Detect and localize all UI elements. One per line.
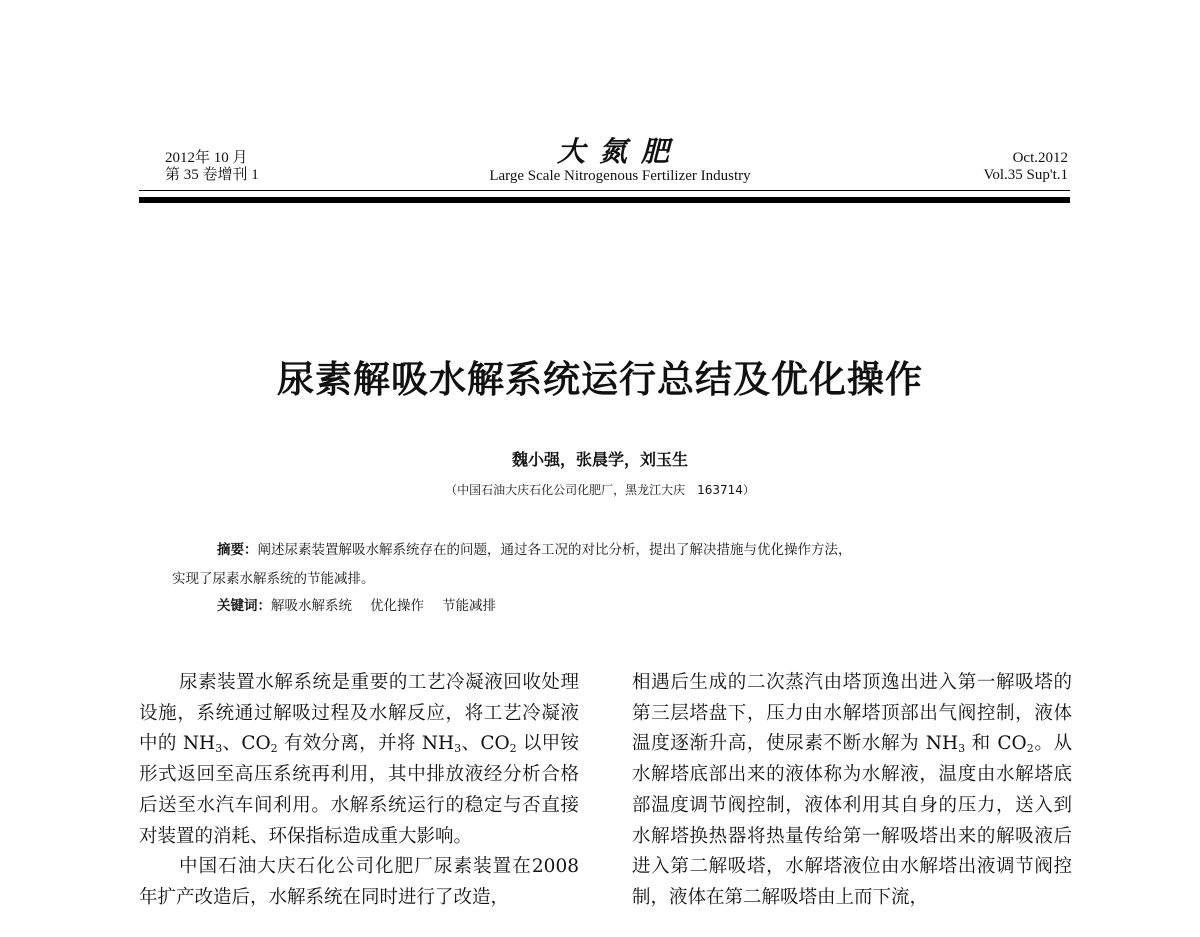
- article-affiliation: （中国石油大庆石化公司化肥厂，黑龙江大庆 163714）: [445, 483, 755, 497]
- body-column-left: [139, 668, 579, 914]
- header-date-cn: 2012年 10 月: [165, 150, 248, 166]
- header-volume-en: Vol.35 Sup't.1: [983, 167, 1068, 183]
- header-issue-date-cn: [165, 150, 259, 184]
- body-column-right: [632, 668, 1072, 914]
- abstract-block: [172, 536, 1060, 594]
- journal-name-en: Large Scale Nitrogenous Fertilizer Industry: [489, 168, 751, 184]
- text: 。从水解塔底部出来的液体称为水解液，温度由水解塔底部温度调节阀控制，液体利用其自身的压力，送入到水解塔换热器将热量传给第一解吸塔出来的解吸液后进入第二解吸塔，水解塔液位由水解塔出液调节阀控制，液体在第二解吸塔: [632, 733, 1072, 908]
- body-paragraph: [139, 852, 579, 913]
- header-rule-thick: [139, 197, 1070, 203]
- subscript: 2: [270, 742, 278, 756]
- text: 尿素装置水解系统是重要的工艺冷凝液回收处理设施，系统通过解吸过程及水解反应，将工艺冷凝液中的 NH: [139, 672, 579, 755]
- abstract-label: 摘要：: [217, 542, 258, 558]
- abstract-text2: 实现了尿素水解系统的节能减排。: [172, 571, 375, 587]
- text: 有效分离，并将 NH: [277, 733, 455, 755]
- text: 和 CO: [965, 733, 1027, 755]
- header-date-en: Oct.2012: [1012, 150, 1068, 166]
- text-cut: 2008 年扩产改造后，水解系统在同时进行了改造，: [139, 856, 579, 908]
- subscript: 2: [509, 742, 517, 756]
- body-paragraph: [632, 668, 1072, 914]
- keywords-block: [217, 594, 496, 614]
- header-journal-name: [440, 136, 800, 185]
- subscript: 3: [958, 742, 966, 756]
- subscript: 3: [454, 742, 462, 756]
- text: 相遇后生成的二次蒸汽由塔顶逸出进入第一解吸塔的第三层塔盘下，压力由水解塔顶部出气阀控制，液体温度逐渐升高，使尿素不断水解为 NH: [632, 672, 1072, 755]
- keyword: 优化操作: [370, 598, 424, 614]
- text-cut: 由上而下流，: [817, 886, 929, 908]
- journal-logo-cn: 大氮肥: [556, 135, 683, 168]
- text: 、CO: [461, 733, 510, 755]
- abstract-line2: [172, 565, 1060, 594]
- keywords-label: 关键词：: [217, 598, 271, 614]
- article-title: 尿素解吸水解系统运行总结及优化操作: [277, 358, 923, 401]
- keyword: 节能减排: [442, 598, 496, 614]
- text: 以甲铵形式返回至高压系统再利用，其中排放液经分析合格后送至水汽车间利用。水解系统运行的稳定与否直接对装置的消耗、环保指标造成重大影响。: [139, 733, 580, 847]
- keyword: 解吸水解系统: [271, 598, 352, 614]
- article-authors: 魏小强，张晨学，刘玉生: [511, 450, 688, 469]
- abstract-line1: [180, 536, 1060, 565]
- text: 、CO: [222, 733, 271, 755]
- subscript: 3: [215, 742, 223, 756]
- header-issue-date-en: [983, 150, 1068, 184]
- header-rule-thin: [139, 190, 1070, 191]
- body-paragraph: [139, 668, 579, 852]
- text: 中国石油大庆石化公司化肥厂尿素装置在: [179, 856, 532, 878]
- header-volume-cn: 第 35 卷增刊 1: [165, 167, 259, 183]
- subscript: 2: [1026, 742, 1034, 756]
- abstract-text1: 阐述尿素装置解吸水解系统存在的问题，通过各工况的对比分析，提出了解决措施与优化操作方法，: [257, 542, 852, 558]
